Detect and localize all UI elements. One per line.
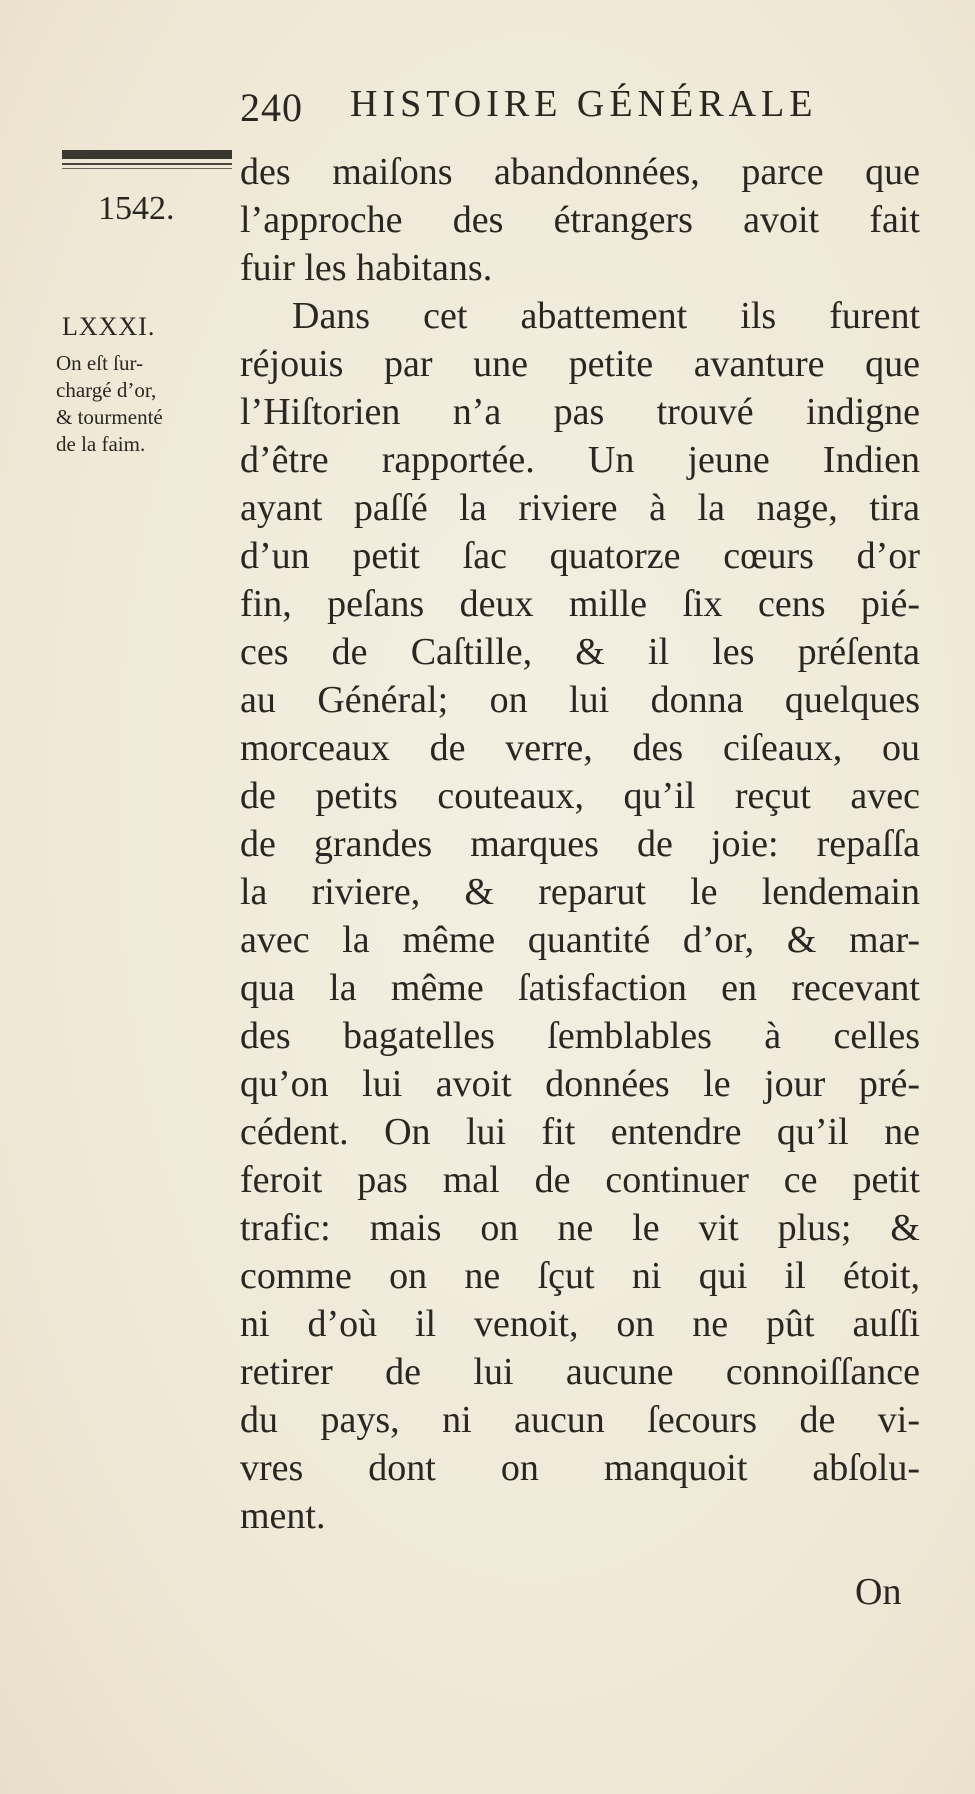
text-line: de petits couteaux, qu’il reçut avec bbox=[240, 775, 920, 817]
text-line: fin, peſans deux mille ſix cens pié- bbox=[240, 583, 920, 625]
text-line: la riviere, & reparut le lendemain bbox=[240, 871, 920, 913]
sidenote-line: chargé d’or, bbox=[56, 378, 157, 402]
section-number: LXXXI. bbox=[62, 312, 156, 341]
text-line: comme on ne ſçut ni qui il étoit, bbox=[240, 1255, 920, 1297]
text-line: trafic: mais on ne le vit plus; & bbox=[240, 1207, 920, 1249]
text-line: de grandes marques de joie: repaſſa bbox=[240, 823, 920, 865]
text-line: avec la même quantité d’or, & mar- bbox=[240, 919, 920, 961]
text-line: réjouis par une petite avanture que bbox=[240, 343, 920, 385]
text-line: feroit pas mal de continuer ce petit bbox=[240, 1159, 920, 1201]
text-line: vres dont on manquoit abſolu- bbox=[240, 1447, 920, 1489]
text-line: qua la même ſatisfaction en recevant bbox=[240, 967, 920, 1009]
text-line: l’Hiſtorien n’a pas trouvé indigne bbox=[240, 391, 920, 433]
running-title: HISTOIRE GÉNÉRALE bbox=[350, 83, 818, 125]
ornament-rule bbox=[62, 163, 232, 165]
page-header bbox=[240, 78, 920, 138]
text-line: des bagatelles ſemblables à celles bbox=[240, 1015, 920, 1057]
ornament-rule-thin bbox=[62, 168, 232, 169]
text-line: ayant paſſé la riviere à la nage, tira bbox=[240, 487, 920, 529]
printer-ornament-rule bbox=[62, 150, 232, 176]
text-line: au Général; on lui donna quelques bbox=[240, 679, 920, 721]
text-line: morceaux de verre, des ciſeaux, ou bbox=[240, 727, 920, 769]
text-line: l’approche des étrangers avoit fait bbox=[240, 199, 920, 241]
paragraph-first-line: Dans cet abattement ils furent bbox=[292, 295, 920, 337]
text-line: des maiſons abandonnées, parce que bbox=[240, 151, 920, 193]
catchword: On bbox=[855, 1571, 902, 1613]
text-line: ces de Caſtille, & il les préſenta bbox=[240, 631, 920, 673]
ornament-bar bbox=[62, 150, 232, 159]
sidenote-line: & tourmenté bbox=[56, 405, 163, 429]
text-line: cédent. On lui fit entendre qu’il ne bbox=[240, 1111, 920, 1153]
page-number: 240 bbox=[240, 85, 303, 130]
text-line: ni d’où il venoit, on ne pût auſſi bbox=[240, 1303, 920, 1345]
text-line: d’un petit ſac quatorze cœurs d’or bbox=[240, 535, 920, 577]
text-line: retirer de lui aucune connoiſſance bbox=[240, 1351, 920, 1393]
sidenote-line: On eſt ſur- bbox=[56, 351, 144, 375]
text-line: ment. bbox=[240, 1495, 326, 1537]
text-line: fuir les habitans. bbox=[240, 247, 493, 289]
margin-sidenote bbox=[56, 350, 236, 458]
margin-year: 1542. bbox=[98, 190, 175, 227]
text-line: du pays, ni aucun ſecours de vi- bbox=[240, 1399, 920, 1441]
text-line: d’être rapportée. Un jeune Indien bbox=[240, 439, 920, 481]
text-line: qu’on lui avoit données le jour pré- bbox=[240, 1063, 920, 1105]
sidenote-line: de la faim. bbox=[56, 432, 146, 456]
